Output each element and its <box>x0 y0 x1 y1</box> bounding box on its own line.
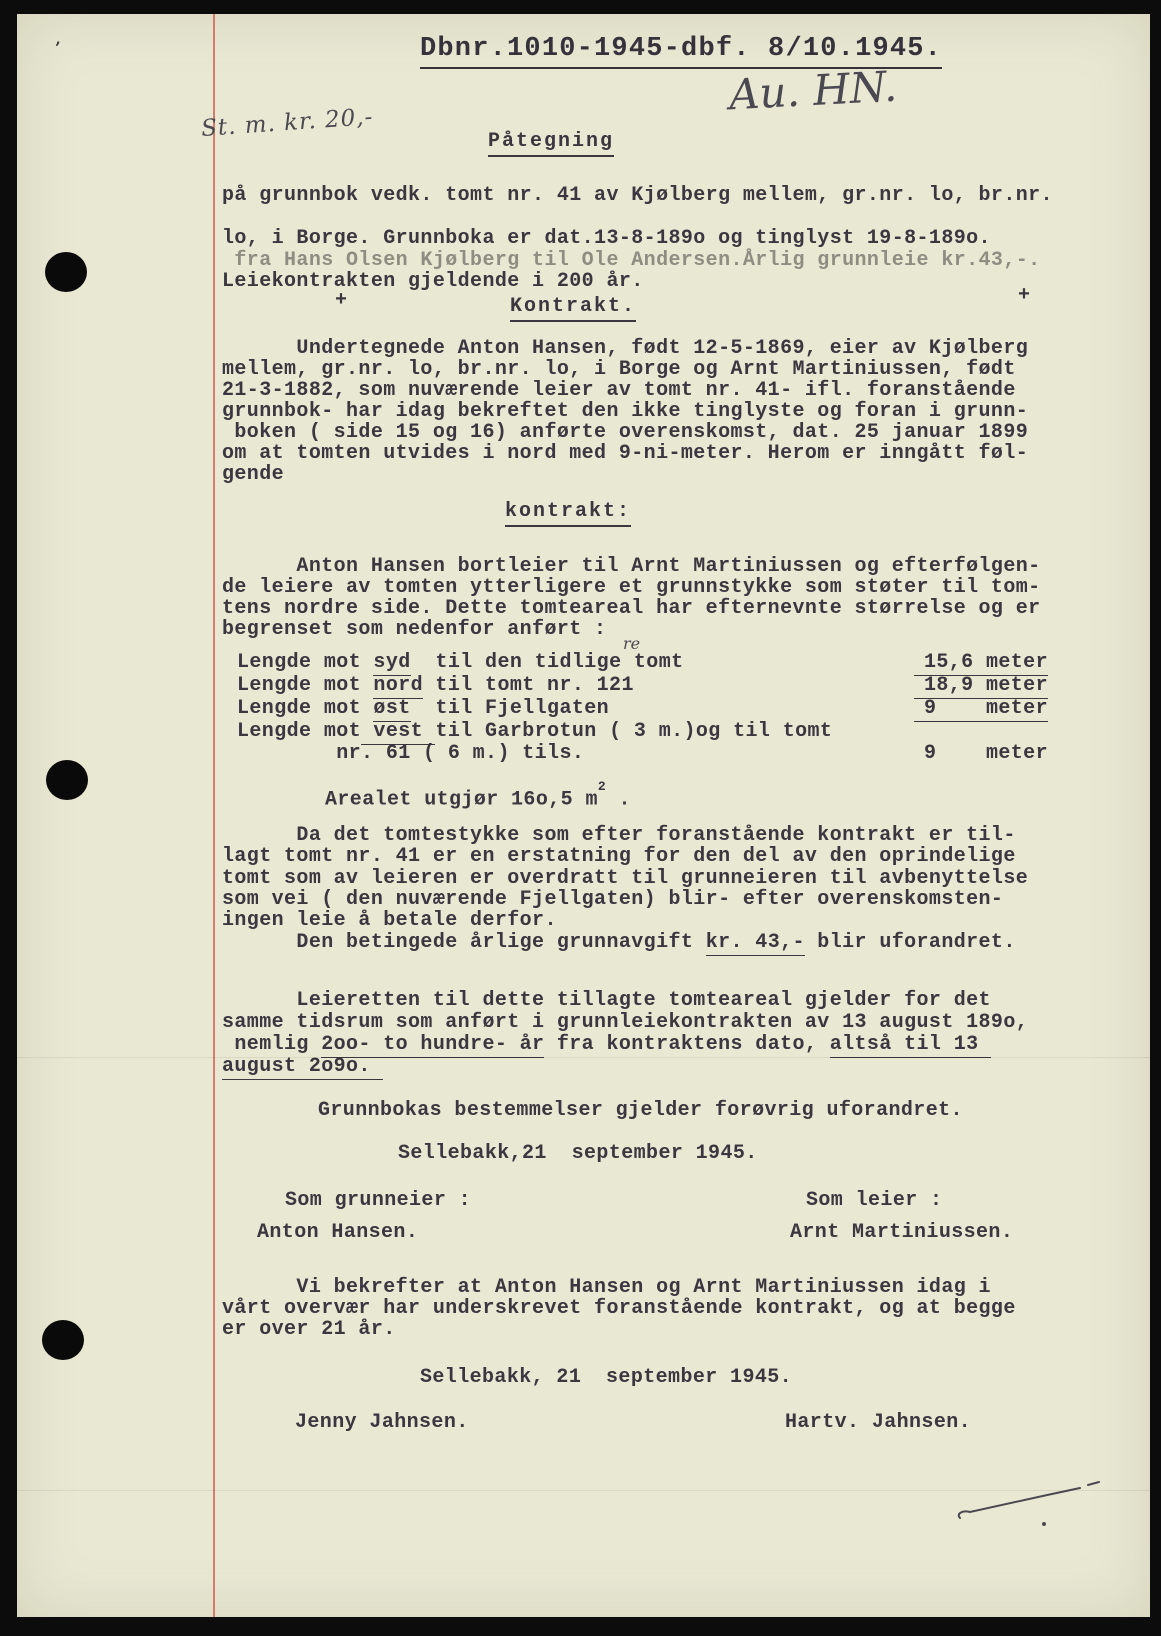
area-line <box>325 779 631 812</box>
direction-syd: syd <box>373 651 411 674</box>
plus-mark-right: + <box>1018 284 1031 307</box>
plus-mark-left: + <box>335 289 348 312</box>
row-label: til den tidlige <box>410 651 622 674</box>
para-da-line-5: ingen leie å betale derfor. <box>222 909 557 932</box>
direction-oest: øst <box>373 697 411 720</box>
area-text: Arealet utgjør 16o,5 m <box>325 788 598 812</box>
grunneier-name: Anton Hansen. <box>257 1221 419 1244</box>
place-date-line-1: Sellebakk,21 september 1945. <box>398 1142 758 1165</box>
para-da-line-3: tomt som av leieren er overdratt til grunneieren til avbenyttelse <box>222 867 1029 890</box>
row-label: til tomt nr. 121 <box>423 674 634 697</box>
leier-name: Arnt Martiniussen. <box>790 1221 1014 1244</box>
kontrakt-line-5: boken ( side 15 og 16) anførte overenskomst, dat. 25 januar 1899 <box>222 421 1029 444</box>
row-label: Lengde mot <box>237 697 374 720</box>
kontrakt-line-7: gende <box>222 463 285 486</box>
underlined-duration: 2oo- to hundre- år <box>321 1033 545 1056</box>
direction-nord: nord <box>373 674 424 697</box>
area-text: . <box>606 788 631 812</box>
attest-line-3: er over 21 år. <box>222 1318 396 1341</box>
text: fra kontraktens dato, <box>544 1033 830 1056</box>
table-row-nord <box>237 675 634 697</box>
underlined-amount: kr. 43,- <box>705 931 805 954</box>
punch-hole <box>42 1320 84 1360</box>
stamp-fee-note-handwritten: St. m. kr. 20,- <box>200 104 375 142</box>
clerk-initials-handwritten: Au. HN. <box>727 61 899 120</box>
handwritten-insertion-re: re <box>623 634 641 653</box>
kontrakt-title: Kontrakt. <box>510 296 636 322</box>
direction-vest: vest <box>361 720 436 743</box>
handwritten-flourish <box>952 1476 1122 1536</box>
red-margin-line <box>213 14 215 1617</box>
witness-name-right: Hartv. Jahnsen. <box>785 1411 972 1434</box>
length-value-vest: 9 meter <box>923 742 1048 765</box>
stray-ink-mark: ’ <box>55 38 61 57</box>
paper <box>17 14 1150 1617</box>
length-value-nord: 18,9 meter <box>914 675 1048 699</box>
text: nemlig <box>222 1033 322 1056</box>
punch-hole <box>45 252 87 292</box>
kontrakt-line-4: grunnbok- har idag bekreftet den ikke tinglyste og foran i grunn- <box>222 400 1029 423</box>
paategning-line-1: på grunnbok vedk. tomt nr. 41 av Kjølberg mellem, gr.nr. lo, br.nr. <box>222 184 1053 207</box>
grunneier-label: Som grunneier : <box>285 1189 472 1212</box>
place-date-line-2: Sellebakk, 21 september 1945. <box>420 1366 793 1389</box>
attest-line-2: vårt overvær har underskrevet foranstående kontrakt, og at begge <box>222 1297 1016 1320</box>
text: blir uforandret. <box>804 931 1016 954</box>
length-value-oest: 9 meter <box>914 698 1048 722</box>
text: Den betingede årlige grunnavgift <box>222 931 706 954</box>
row-label: til Garbrotun ( 3 m.)og til tomt <box>435 720 833 743</box>
table-row-syd <box>237 652 684 674</box>
para-da-line-1: Da det tomtestykke som efter foranstående kontrakt er til- <box>222 824 1016 847</box>
row-label: Lengde mot <box>237 720 362 743</box>
para-da-line-2: lagt tomt nr. 41 er en erstatning for den del av den oprindelige <box>222 845 1016 868</box>
paategning-line-4: Leiekontrakten gjeldende i 200 år. <box>222 270 644 293</box>
kontrakt-line-6: om at tomten utvides i nord med 9-ni-meter. Herom er inngått føl- <box>222 442 1029 465</box>
grunnbokas-line: Grunnbokas bestemmelser gjelder forøvrig uforandret. <box>318 1099 963 1122</box>
leier-label: Som leier : <box>806 1189 943 1212</box>
kontrakt2-line-4: begrenset som nedenfor anført : <box>222 618 607 641</box>
kontrakt2-line-3: tens nordre side. Dette tomteareal har efternevnte størrelse og er <box>222 597 1041 620</box>
para-da-line-6 <box>222 932 1016 954</box>
paategning-line-3-faint: fra Hans Olsen Kjølberg til Ole Andersen.Årlig grunnleie kr.43,-. <box>222 249 1041 272</box>
paategning-line-2: lo, i Borge. Grunnboka er dat.13-8-189o og tinglyst 19-8-189o. <box>222 227 991 250</box>
kontrakt-line-2: mellem, gr.nr. lo, br.nr. lo, i Borge og Arnt Martiniussen, født <box>222 358 1016 381</box>
para-leierett-line-3 <box>222 1034 991 1056</box>
square-superscript: 2 <box>597 779 607 794</box>
kontrakt2-title: kontrakt: <box>505 501 631 527</box>
punch-hole <box>46 760 88 800</box>
row-label: tomt <box>621 651 684 674</box>
length-value-syd: 15,6 meter <box>914 652 1048 676</box>
paategning-title: Påtegning <box>488 131 614 157</box>
attest-line-1: Vi bekrefter at Anton Hansen og Arnt Martiniussen idag i <box>222 1276 991 1299</box>
kontrakt-line-3: 21-3-1882, som nuværende leier av tomt nr. 41- ifl. foranstående <box>222 379 1016 402</box>
kontrakt2-line-1: Anton Hansen bortleier til Arnt Martiniussen og efterfølgen- <box>222 555 1041 578</box>
witness-name-left: Jenny Jahnsen. <box>295 1411 469 1434</box>
para-leierett-line-2: samme tidsrum som anført i grunnleiekontrakten av 13 august 189o, <box>222 1011 1029 1034</box>
table-row-vest <box>237 721 832 743</box>
para-leierett-line-1: Leieretten til dette tillagte tomteareal gjelder for det <box>222 989 991 1012</box>
para-da-line-4: som vei ( den nuværende Fjellgaten) blir- efter overenskomsten- <box>222 888 1004 911</box>
table-row-oest <box>237 698 609 720</box>
para-leierett-line-4 <box>222 1056 383 1078</box>
kontrakt2-line-2: de leiere av tomten ytterligere et grunnstykke som støter til tom- <box>222 576 1041 599</box>
row-label: Lengde mot <box>237 651 374 674</box>
underlined-year: august 2o9o. <box>222 1055 384 1078</box>
table-row-vest-line-2: nr. 61 ( 6 m.) tils. <box>237 742 585 765</box>
kontrakt-line-1: Undertegnede Anton Hansen, født 12-5-1869, eier av Kjølberg <box>222 337 1029 360</box>
row-label: Lengde mot <box>237 674 374 697</box>
underlined-until: altså til 13 <box>829 1033 991 1056</box>
journal-number-line: Dbnr.1010-1945-dbf. 8/10.1945. <box>420 34 942 69</box>
row-label: til Fjellgaten <box>410 697 610 720</box>
